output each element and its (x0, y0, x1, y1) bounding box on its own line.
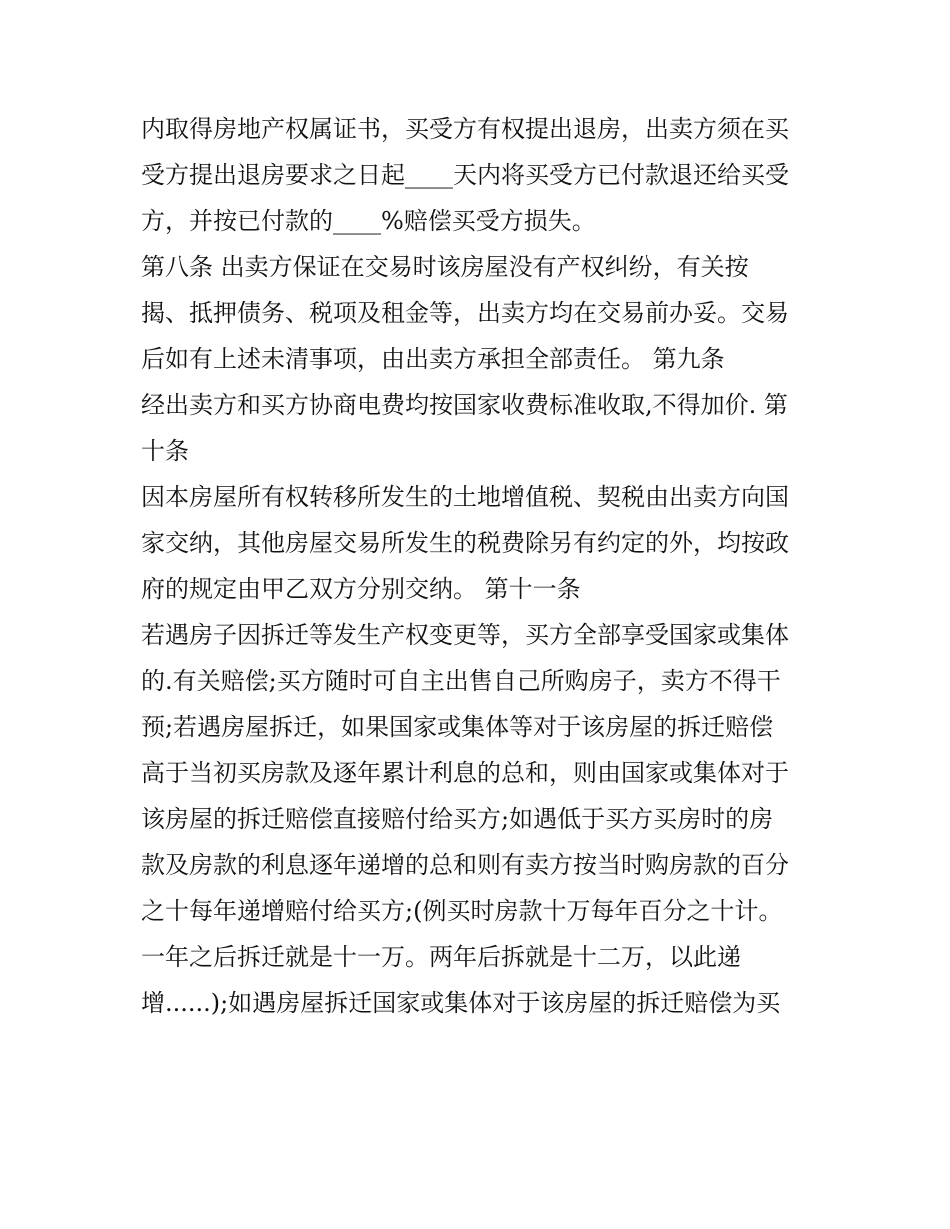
text-line: 揭、抵押债务、税项及租金等，出卖方均在交易前办妥。交易 (141, 299, 789, 327)
text-line: 的.有关赔偿;买方随时可自主出售自己所购房子，卖方不得干 (141, 667, 781, 695)
text-line: 经出卖方和买方协商电费均按国家收费标准收取,不得加价. 第 (141, 391, 788, 419)
text-line: 后如有上述未清事项，由出卖方承担全部责任。 第九条 (141, 345, 725, 373)
text-line: 方，并按已付款的____%赔偿买受方损失。 (141, 207, 596, 235)
text-line: 一年之后拆迁就是十一万。两年后拆就是十二万，以此递 (141, 943, 741, 971)
text-line: 受方提出退房要求之日起____天内将买受方已付款退还给买受 (141, 161, 789, 189)
text-line: 府的规定由甲乙双方分别交纳。 第十一条 (141, 575, 581, 603)
text-line: 家交纳，其他房屋交易所发生的税费除另有约定的外，均按政 (141, 529, 789, 557)
text-line: 该房屋的拆迁赔偿直接赔付给买方;如遇低于买方买房时的房 (141, 805, 774, 833)
text-line: 之十每年递增赔付给买方;(例买时房款十万每年百分之十计。 (141, 897, 783, 925)
text-line: 第八条 出卖方保证在交易时该房屋没有产权纠纷，有关按 (141, 253, 749, 281)
text-line: 内取得房地产权属证书，买受方有权提出退房，出卖方须在买 (141, 115, 789, 143)
text-line: 因本房屋所有权转移所发生的土地增值税、契税由出卖方向国 (141, 483, 789, 511)
text-line: 高于当初买房款及逐年累计利息的总和，则由国家或集体对于 (141, 759, 789, 787)
text-line: 款及房款的利息逐年递增的总和则有卖方按当时购房款的百分 (141, 851, 789, 879)
text-line: 增......);如遇房屋拆迁国家或集体对于该房屋的拆迁赔偿为买 (141, 989, 781, 1017)
text-line: 预;若遇房屋拆迁，如果国家或集体等对于该房屋的拆迁赔偿 (141, 713, 774, 741)
contract-text (141, 112, 831, 1032)
text-line: 若遇房子因拆迁等发生产权变更等，买方全部享受国家或集体 (141, 621, 789, 649)
text-line: 十条 (141, 437, 189, 465)
